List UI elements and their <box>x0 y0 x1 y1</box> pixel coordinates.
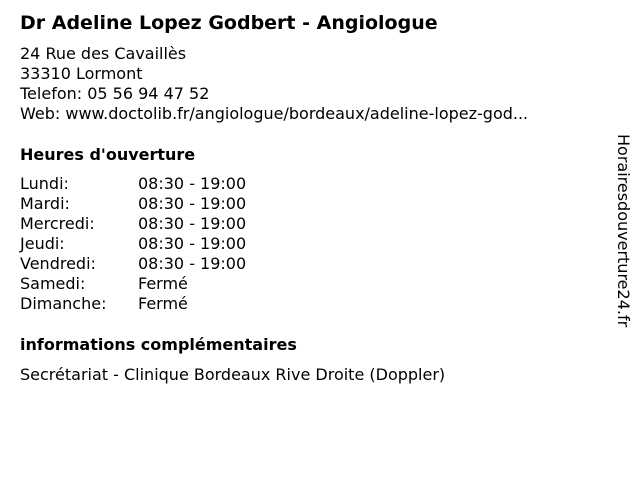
street-address: 24 Rue des Cavaillès <box>20 44 187 63</box>
hours-value: 08:30 - 19:00 <box>138 214 247 233</box>
hours-value: 08:30 - 19:00 <box>138 174 247 193</box>
hours-value: 08:30 - 19:00 <box>138 194 247 213</box>
opening-hours-heading: Heures d'ouverture <box>20 145 196 164</box>
hours-value: Fermé <box>138 294 188 313</box>
day-label: Mardi: <box>20 194 70 213</box>
hours-value: Fermé <box>138 274 188 293</box>
additional-info-heading: informations complémentaires <box>20 335 297 354</box>
city-address: 33310 Lormont <box>20 64 143 83</box>
day-label: Jeudi: <box>20 234 65 253</box>
day-label: Samedi: <box>20 274 86 293</box>
day-label: Dimanche: <box>20 294 107 313</box>
site-watermark: Horairesdouverture24.fr <box>614 134 633 328</box>
day-label: Vendredi: <box>20 254 96 273</box>
day-label: Mercredi: <box>20 214 95 233</box>
hours-value: 08:30 - 19:00 <box>138 254 247 273</box>
day-label: Lundi: <box>20 174 69 193</box>
hours-value: 08:30 - 19:00 <box>138 234 247 253</box>
contact-block <box>20 44 528 124</box>
phone-number: Telefon: 05 56 94 47 52 <box>20 84 210 103</box>
page-title: Dr Adeline Lopez Godbert - Angiologue <box>20 12 438 34</box>
additional-info-text: Secrétariat - Clinique Bordeaux Rive Droite (Doppler) <box>20 365 446 384</box>
website-url: Web: www.doctolib.fr/angiologue/bordeaux/adeline-lopez-god... <box>20 104 529 123</box>
